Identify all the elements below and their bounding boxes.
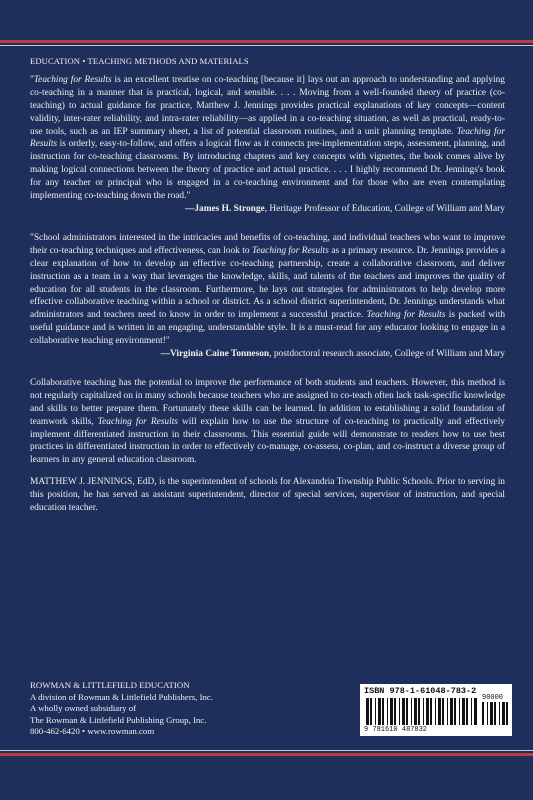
barcode-bar (411, 698, 412, 725)
publisher-line-3: The Rowman & Littlefield Publishing Group, Inc. (30, 714, 207, 725)
barcode-bar (474, 698, 477, 725)
publisher-line-2: A wholly owned subsidiary of (30, 703, 137, 713)
barcode-bar (366, 698, 369, 725)
publisher-block (30, 680, 310, 738)
barcode-bars (366, 698, 478, 725)
description-text: Collaborative teaching has the potential to improve the performance of both students and teachers. However, this method is not regularly capitalized on in many schools because teachers who are assigned to co-teach often lack task-specific knowledge and skills to better prepare them. Fortunately these skills can be learned. In addition to establishing a solid foundation of teamwork skills, Teaching for Results will explain how to use the structure of co-teaching to practically and effectively implement differentiated instruction in their classrooms. This essential guide will demonstrate to readers how to use best practices in differentiated instruction in order to effectively co-manage, co-assess, co-plan, and co-instruct a diverse group of learners in any general education classroom. (30, 377, 505, 466)
barcode-bar (394, 698, 396, 725)
barcode-bar (466, 698, 468, 725)
barcode-bar (414, 698, 417, 725)
barcode-bar (454, 698, 456, 725)
barcode-bar (471, 698, 472, 725)
barcode-bar (426, 698, 429, 725)
barcode-bar (482, 702, 484, 725)
barcode-bar (370, 698, 372, 725)
barcode-bar (406, 698, 408, 725)
top-stripe-thin (0, 45, 533, 46)
category-label: EDUCATION • TEACHING METHODS AND MATERIALS (30, 56, 249, 66)
review-1-attribution: —James H. Stronge, Heritage Professor of Education, College of William and Mary (184, 203, 505, 214)
barcode-bar (378, 698, 381, 725)
barcode-bar (506, 702, 508, 725)
review-1 (30, 74, 505, 216)
barcode-digits: 9 781610 487832 (364, 726, 428, 734)
publisher-contact: 800-462-6420 • www.rowman.com (30, 726, 155, 736)
cover-text (30, 55, 505, 524)
isbn-number: ISBN 978-1-61048-783-2 (364, 686, 477, 696)
review-2-author: —Virginia Caine Tonneson (160, 349, 270, 360)
bottom-stripe (0, 753, 533, 756)
top-stripe (0, 40, 533, 43)
author-bio (30, 476, 505, 515)
barcode-bar (435, 698, 436, 725)
barcode-bar (423, 698, 424, 725)
barcode-bar (382, 698, 384, 725)
book-description (30, 377, 505, 467)
review-2 (30, 232, 505, 361)
review-2-attribution: —Virginia Caine Tonneson, postdoctoral research associate, College of William and Mary (160, 349, 505, 360)
price-code: 90000 (482, 694, 504, 702)
barcode-bar (438, 698, 441, 725)
barcode-bar (447, 698, 448, 725)
barcode-bar (490, 702, 493, 725)
barcode-bar (442, 698, 444, 725)
barcode-bar (375, 698, 376, 725)
barcode-bar (487, 702, 488, 725)
barcode-bar (502, 702, 505, 725)
barcode-bar (462, 698, 465, 725)
bio-text: MATTHEW J. JENNINGS, EdD, is the superintendent of schools for Alexandria Township Public Schools. Prior to serving in this position, he has served as assistant superintendent, director of special services, supervisor of instruction, and special education teacher. (30, 477, 505, 514)
publisher-name: ROWMAN & LITTLEFIELD EDUCATION (30, 680, 190, 690)
review-1-title: Teaching for Results (33, 74, 112, 85)
bottom-stripe-thin (0, 750, 533, 751)
price-barcode-bars (482, 702, 508, 725)
barcode-bar (387, 698, 388, 725)
barcode-bar (430, 698, 432, 725)
barcode-bar (390, 698, 393, 725)
barcode-bar (459, 698, 460, 725)
barcode-bar (494, 702, 496, 725)
review-1-text: "Teaching for Results is an excellent treatise on co-teaching [because it] lays out an approach to understanding and applying co-teaching in a manner that is practical, logical, and sensible. . . . Moving from a well-founded theory of practice (co-teaching) to actual guidance for practice, Matthew J. Jennings provides practical explanations of key concepts—content validity, inter-rater reliability, and intra-rater reliability—as applied in a co-teaching situation, as well as practical, ready-to-use tools, such as an IEP summary sheet, a list of potential classroom routines, and a unit planning template. Teaching for Results is orderly, easy-to-follow, and offers a logical flow as it connects pre-implementation steps, assessment, planning, and instruction for co-teaching classrooms. By introducing chapters and key concepts with vignettes, the book comes alive by making logical connections between the theory of practice and actual practice. . . . I highly recommend Dr. Jennings's book for any teacher or principal who is engaged in a co-teaching environment and for those who are even contemplating implementing co-teaching down the road." (30, 74, 505, 202)
isbn-barcode (360, 684, 512, 736)
barcode-bar (450, 698, 453, 725)
barcode-bar (402, 698, 405, 725)
review-2-text: "School administrators interested in the intricacies and benefits of co-teaching, and individual teachers who want to improve their co-teaching techniques and effectiveness, can look to Teaching for Results as a primary resource. Dr. Jennings provides a clear explanation of how to develop an effective co-teaching partnership, create a collaborative classroom, and deliver instruction as a team in a way that leverages the knowledge, skills, and talents of the teachers and improves the quality of education for all students in the classroom. Furthermore, he lays out strategies for administrators to help develop more effective collaborative teaching within a school or district. As a school district superintendent, Dr. Jennings understands what administrators and teachers need to know in order to implement a successful practice. Teaching for Results is packed with useful guidance and is written in an engaging, understandable style. It is a must-read for any educator looking to engage in a collaborative teaching environment!" (30, 232, 506, 347)
review-2-title: Teaching for Results (251, 245, 329, 256)
description-title: Teaching for Results (97, 416, 178, 427)
barcode-bar (499, 702, 500, 725)
barcode-bar (418, 698, 420, 725)
barcode-bar (399, 698, 400, 725)
review-1-author: —James H. Stronge (184, 203, 265, 214)
author-name: MATTHEW J. JENNINGS (30, 477, 133, 488)
publisher-line-1: A division of Rowman & Littlefield Publishers, Inc. (30, 691, 214, 702)
